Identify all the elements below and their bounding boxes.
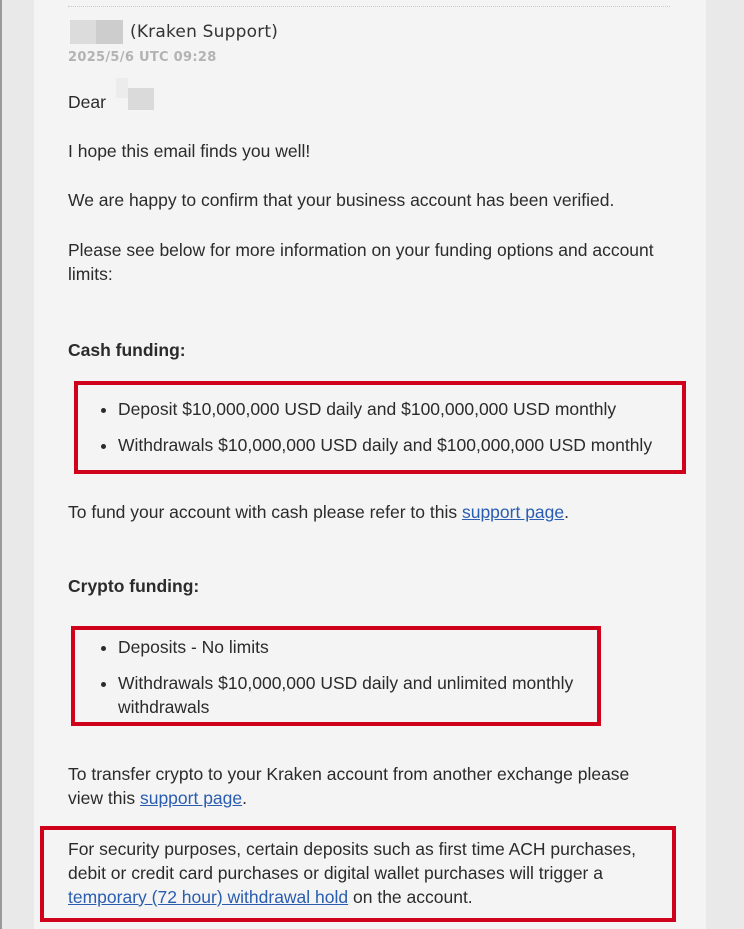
crypto-funding-heading: Crypto funding: bbox=[68, 576, 200, 596]
cash-note-text: To fund your account with cash please refer to this bbox=[68, 502, 462, 522]
security-text-end: on the account. bbox=[348, 887, 473, 907]
cash-note-period: . bbox=[564, 502, 570, 522]
security-text: For security purposes, certain deposits such as first time ACH purchases, debit or credit card purchases or digital wallet purchases will trigger a bbox=[68, 839, 637, 883]
header-divider bbox=[68, 6, 670, 7]
intro-line: I hope this email finds you well! bbox=[68, 141, 311, 161]
crypto-note-period: . bbox=[242, 788, 248, 808]
email-timestamp: 2025/5/6 UTC 09:28 bbox=[68, 50, 217, 65]
greeting: Dear bbox=[68, 92, 106, 112]
crypto-support-page-link[interactable]: support page bbox=[139, 788, 243, 808]
list-item: • Withdrawals $10,000,000 USD daily and unlimited monthly withdrawals bbox=[118, 671, 638, 719]
cash-support-page-link[interactable]: support page bbox=[461, 502, 565, 522]
list-item: • Withdrawals $10,000,000 USD daily and $100,000,000 USD monthly bbox=[118, 433, 728, 457]
crypto-limits-list bbox=[68, 635, 638, 719]
sender-name: (Kraken Support) bbox=[130, 22, 279, 42]
security-paragraph bbox=[68, 837, 663, 909]
withdrawal-hold-link[interactable]: temporary (72 hour) withdrawal hold bbox=[68, 887, 349, 907]
crypto-note bbox=[68, 762, 668, 810]
list-item: • Deposits - No limits bbox=[118, 635, 638, 659]
redacted-sender-name bbox=[70, 20, 123, 44]
cash-note bbox=[68, 500, 569, 524]
cash-limits-list bbox=[68, 397, 728, 457]
list-item: • Deposit $10,000,000 USD daily and $100,000,000 USD monthly bbox=[118, 397, 728, 421]
cash-funding-heading: Cash funding: bbox=[68, 340, 186, 360]
info-paragraph: Please see below for more information on your funding options and account limits: bbox=[68, 240, 654, 284]
confirmation-line: We are happy to confirm that your business account has been verified. bbox=[68, 190, 615, 210]
crypto-note-text: To transfer crypto to your Kraken account from another exchange please view this bbox=[68, 764, 630, 808]
window-edge bbox=[0, 0, 2, 929]
